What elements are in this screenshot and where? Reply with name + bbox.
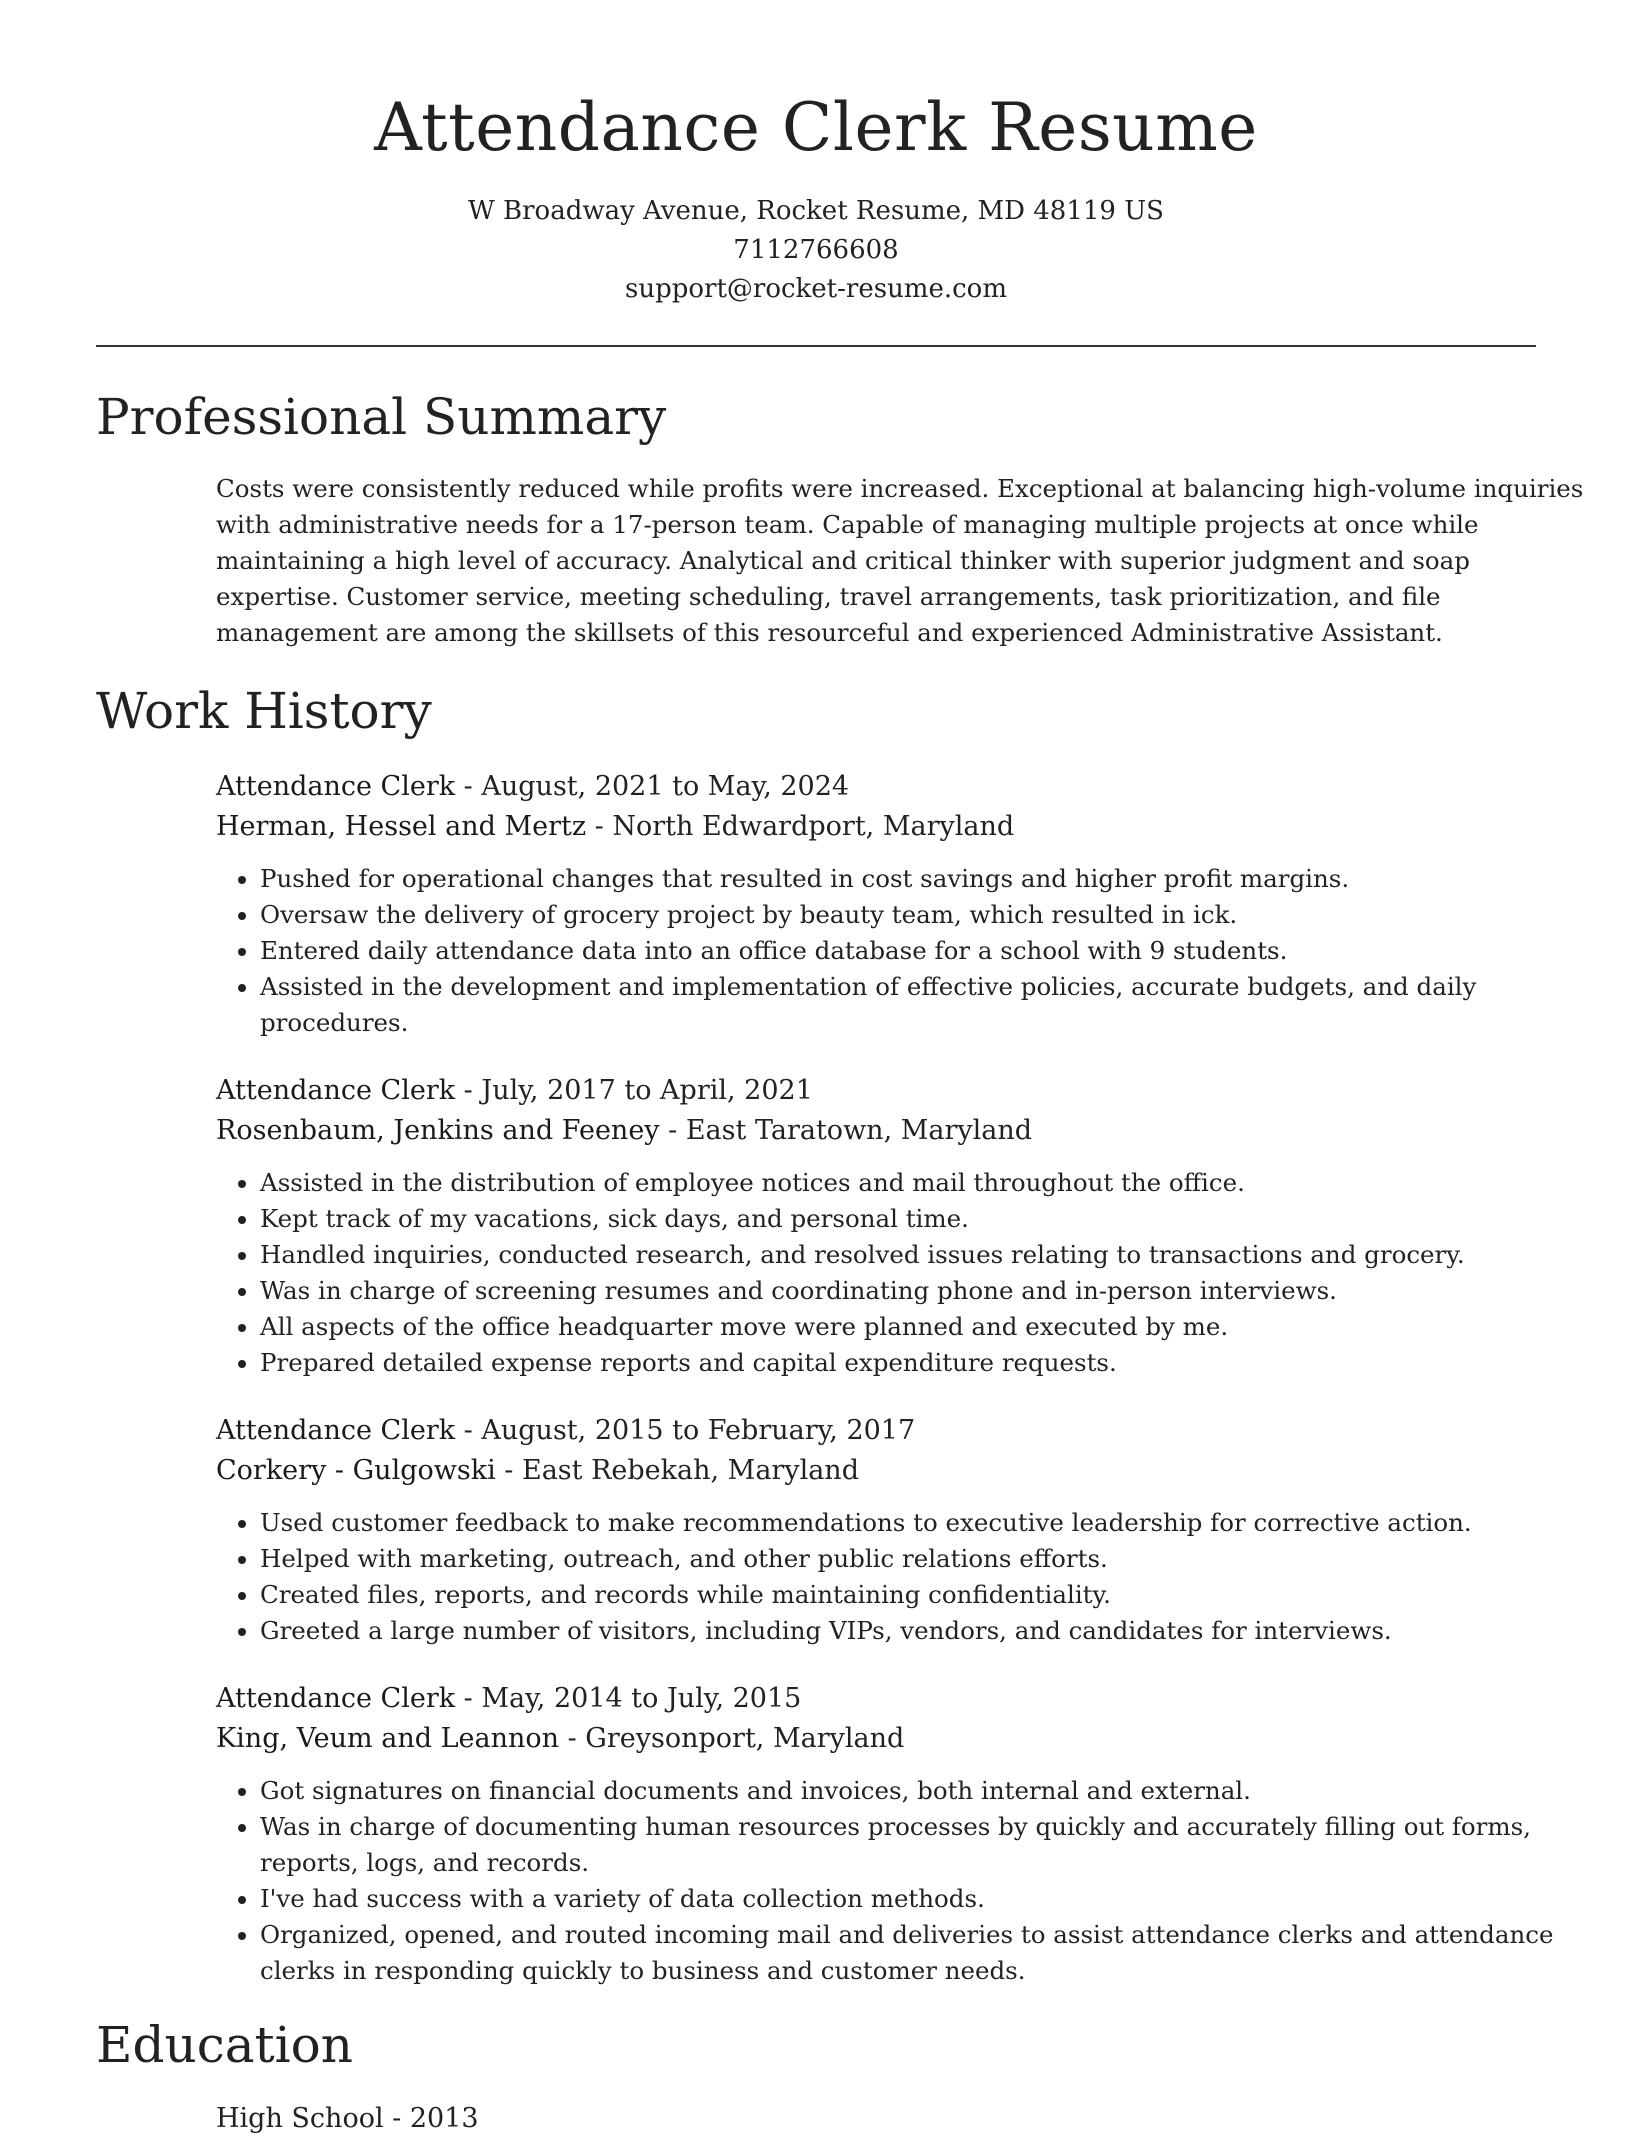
job-dates: - July, 2017 to April, 2021 [455,1075,813,1106]
contact-email: support@rocket-resume.com [624,274,1007,304]
contact-info [0,192,1632,309]
resume-header [0,0,1632,309]
job-bullet: • Prepared detailed expense reports and capital expenditure requests. [260,1345,1592,1381]
job-entry [216,1071,1592,1381]
job-bullet: • Assisted in the development and implementation of effective policies, accurate budgets, and daily procedures. [260,969,1592,1041]
job-role-line [216,767,1592,807]
job-role-line [216,1411,1592,1451]
job-bullet: • Was in charge of documenting human resources processes by quickly and accurately filling out forms, reports, logs, and records. [260,1809,1592,1881]
section-title-work-history: Work History [96,682,432,740]
job-company-line [216,1451,1592,1491]
job-company-line [216,807,1592,847]
job-role: Attendance Clerk [216,1415,456,1446]
job-location: - East Rebekah, Maryland [495,1455,859,1486]
job-bullet-list [216,1773,1592,1989]
job-company-line [216,1719,1592,1759]
section-title-summary: Professional Summary [96,388,667,446]
job-bullet: • Kept track of my vacations, sick days, and personal time. [260,1201,1592,1237]
job-dates: - May, 2014 to July, 2015 [455,1683,802,1714]
job-bullet: • Assisted in the distribution of employee notices and mail throughout the office. [260,1165,1592,1201]
job-bullet: • Got signatures on financial documents and invoices, both internal and external. [260,1773,1592,1809]
header-divider [96,345,1536,347]
contact-address: W Broadway Avenue, Rocket Resume, MD 48119 US [468,196,1164,226]
job-entry [216,1679,1592,1989]
job-bullet: • Handled inquiries, conducted research, and resolved issues relating to transactions and grocery. [260,1237,1592,1273]
job-bullet-list [216,1165,1592,1381]
job-role: Attendance Clerk [216,1075,456,1106]
job-bullet-list [216,861,1592,1041]
job-role: Attendance Clerk [216,771,456,802]
job-company-line [216,1111,1592,1151]
job-role: Attendance Clerk [216,1683,456,1714]
job-location: - Greysonport, Maryland [559,1723,905,1754]
job-entry [216,1411,1592,1649]
job-bullet: • Oversaw the delivery of grocery project by beauty team, which resulted in ick. [260,897,1592,933]
job-bullet: • Used customer feedback to make recommendations to executive leadership for corrective action. [260,1505,1592,1541]
job-bullet: • All aspects of the office headquarter move were planned and executed by me. [260,1309,1592,1345]
job-bullet-list [216,1505,1592,1649]
job-dates: - August, 2015 to February, 2017 [455,1415,916,1446]
page-title: Attendance Clerk Resume [374,89,1258,166]
job-bullet: • Organized, opened, and routed incoming mail and deliveries to assist attendance clerks and attendance clerks in responding quickly to business and customer needs. [260,1917,1592,1989]
job-entry [216,767,1592,1041]
job-company: Herman, Hessel and Mertz [216,811,587,842]
job-company: Corkery - Gulgowski [216,1455,496,1486]
job-role-line [216,1071,1592,1111]
contact-phone: 7112766608 [733,235,899,265]
job-bullet: • Helped with marketing, outreach, and other public relations efforts. [260,1541,1592,1577]
job-bullet: • I've had success with a variety of data collection methods. [260,1881,1592,1917]
education-item: High School - 2013 [216,2103,479,2134]
job-location: - North Edwardport, Maryland [586,811,1015,842]
job-location: - East Taratown, Maryland [659,1115,1033,1146]
job-bullet: • Created files, reports, and records while maintaining confidentiality. [260,1577,1592,1613]
job-bullet: • Pushed for operational changes that resulted in cost savings and higher profit margins. [260,861,1592,897]
job-bullet: • Greeted a large number of visitors, including VIPs, vendors, and candidates for interviews. [260,1613,1592,1649]
summary-text: Costs were consistently reduced while profits were increased. Exceptional at balancing high-volume inquiries with administrative needs for a 17-person team. Capable of managing multiple projects at once while maintaining a high level of accuracy. Analytical and critical thinker with superior judgment and soap expertise. Customer service, meeting scheduling, travel arrangements, task prioritization, and file management are among the skillsets of this resourceful and experienced Administrative Assistant. [216,474,1584,647]
section-title-education: Education [96,2016,353,2074]
job-dates: - August, 2021 to May, 2024 [455,771,850,802]
job-role-line [216,1679,1592,1719]
job-company: King, Veum and Leannon [216,1723,559,1754]
job-company: Rosenbaum, Jenkins and Feeney [216,1115,660,1146]
job-bullet: • Was in charge of screening resumes and coordinating phone and in-person interviews. [260,1273,1592,1309]
job-bullet: • Entered daily attendance data into an office database for a school with 9 students. [260,933,1592,969]
